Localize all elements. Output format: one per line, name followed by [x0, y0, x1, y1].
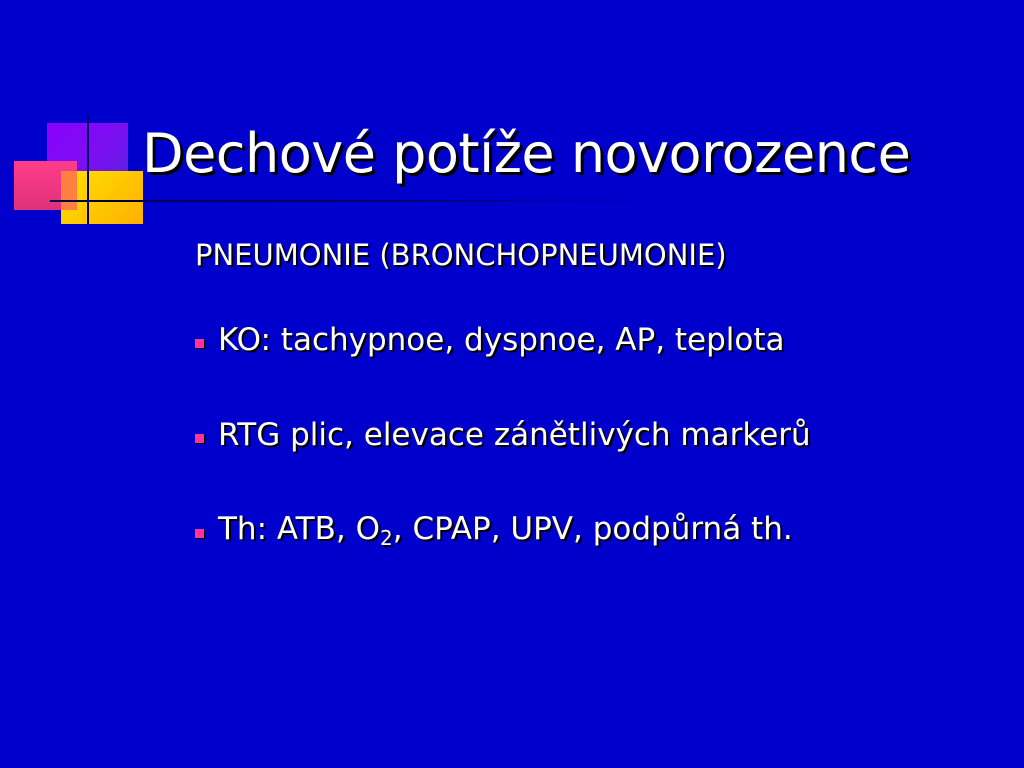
bullet-text: RTG plic, elevace zánětlivých markerů — [218, 417, 811, 453]
bullet-item — [195, 316, 811, 364]
bullet-square-icon — [195, 434, 204, 443]
slide-title: Dechové potíže novorozence — [142, 122, 911, 185]
bullet-text-after: , CPAP, UPV, podpůrná th. — [392, 510, 793, 547]
bullet-item — [195, 411, 811, 459]
bullet-list — [195, 316, 811, 601]
decorative-squares — [0, 0, 160, 240]
bullet-text: KO: tachypnoe, dyspnoe, AP, teplota — [218, 322, 785, 358]
bullet-item — [195, 506, 811, 554]
vertical-accent-line — [87, 115, 89, 225]
bullet-subscript: 2 — [380, 525, 393, 550]
orange-overlap — [61, 171, 77, 210]
bullet-text — [218, 511, 793, 550]
slide-subtitle: PNEUMONIE (BRONCHOPNEUMONIE) — [195, 238, 727, 272]
bullet-square-icon — [195, 339, 204, 348]
bullet-text-before: Th: ATB, O — [218, 510, 380, 547]
bullet-square-icon — [195, 529, 204, 538]
title-underline — [50, 200, 650, 202]
